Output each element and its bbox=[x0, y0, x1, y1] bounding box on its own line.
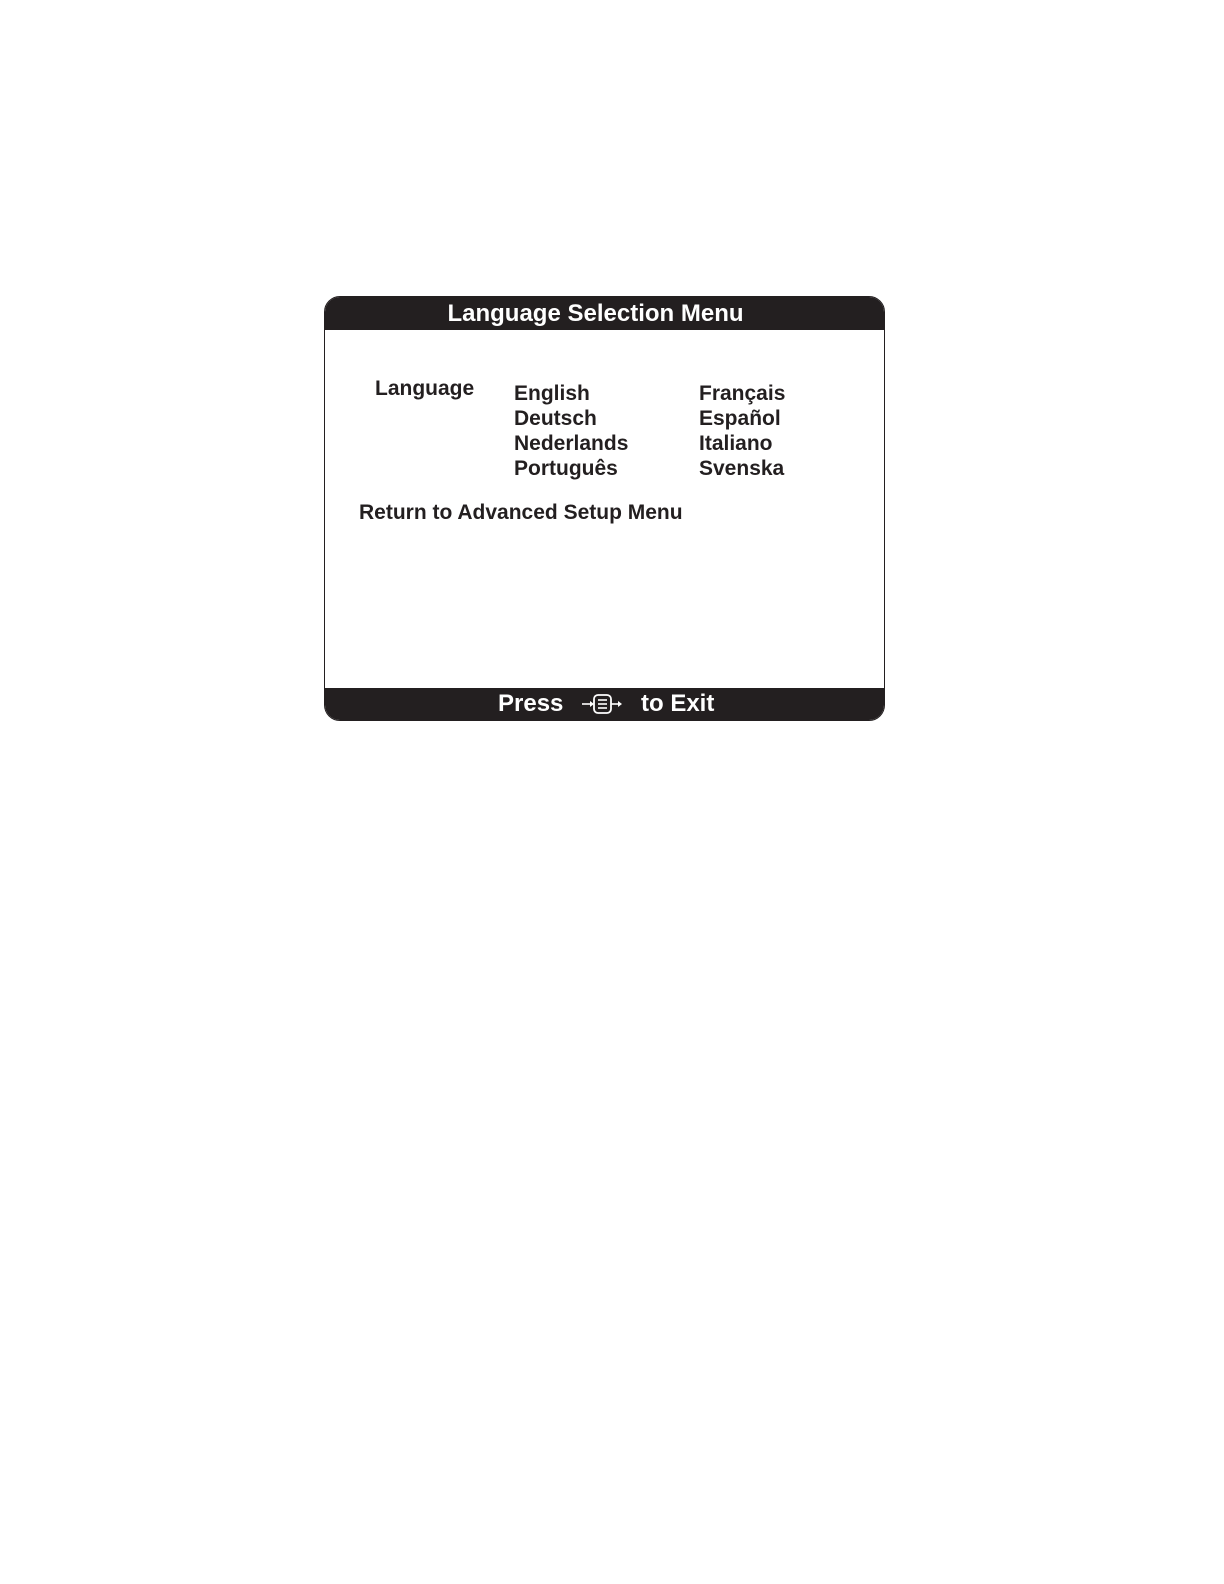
menu-button-icon bbox=[581, 691, 623, 717]
language-option-svenska[interactable]: Svenska bbox=[699, 457, 785, 480]
footer-press-label: Press bbox=[498, 690, 564, 717]
language-option-english[interactable]: English bbox=[514, 382, 590, 405]
language-option-nederlands[interactable]: Nederlands bbox=[514, 432, 629, 455]
language-selection-menu bbox=[324, 296, 885, 721]
language-option-portugues[interactable]: Português bbox=[514, 457, 618, 480]
language-label: Language bbox=[375, 377, 475, 400]
language-option-italiano[interactable]: Italiano bbox=[699, 432, 773, 455]
return-to-advanced-setup-menu[interactable]: Return to Advanced Setup Menu bbox=[359, 501, 683, 524]
language-option-deutsch[interactable]: Deutsch bbox=[514, 407, 597, 430]
menu-title: Language Selection Menu bbox=[325, 297, 884, 330]
footer-bar bbox=[325, 688, 884, 720]
footer-exit-label: to Exit bbox=[641, 690, 715, 717]
language-option-francais[interactable]: Français bbox=[699, 382, 786, 405]
language-option-espanol[interactable]: Español bbox=[699, 407, 781, 430]
